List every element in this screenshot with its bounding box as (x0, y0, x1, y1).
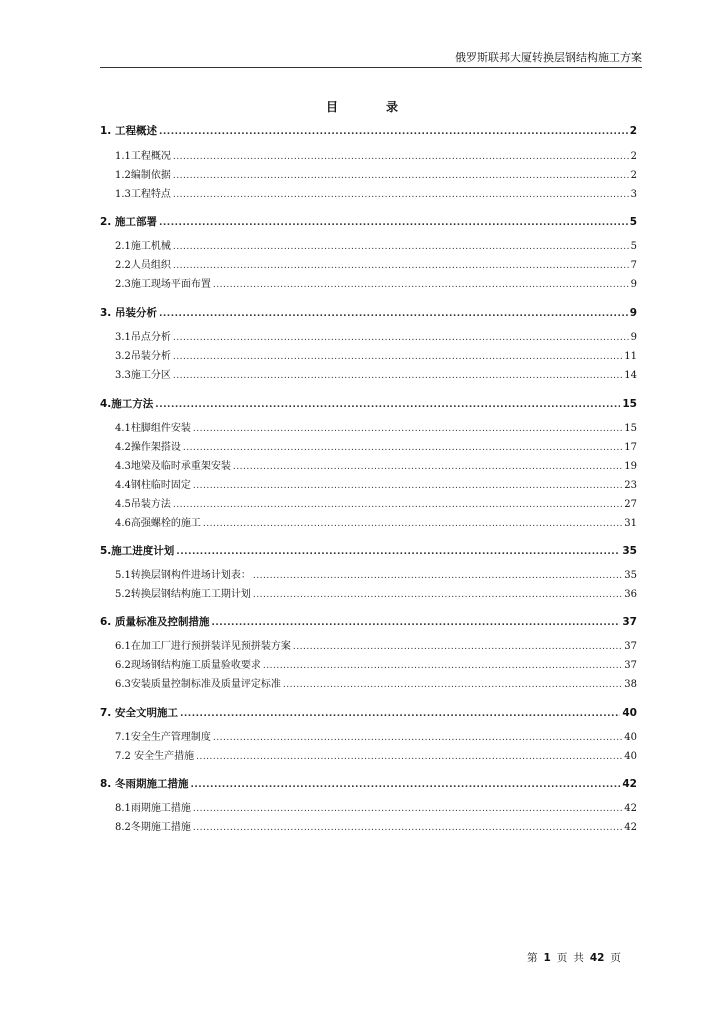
toc-title-right: 录 (386, 100, 399, 114)
toc-entry-page: 37 (624, 641, 637, 652)
toc-entry-page: 35 (624, 570, 637, 581)
toc-section-row[interactable] (115, 350, 637, 364)
toc-chapter-row[interactable] (100, 544, 637, 559)
toc-entry-label: 4.5吊装方法 (115, 499, 171, 510)
toc-section-row[interactable] (115, 422, 637, 436)
toc-entry-page: 37 (624, 660, 637, 671)
toc-entry-label: 7. 安全文明施工 (100, 707, 178, 719)
toc-entry-label: 5.2转换层钢结构施工工期计划 (115, 589, 251, 600)
toc-entry-label: 6.1在加工厂进行预拼装详见预拼装方案 (115, 641, 291, 652)
toc-dot-leader (193, 821, 622, 835)
toc-entry-page: 15 (622, 398, 637, 410)
toc-dot-leader (211, 616, 620, 630)
footer-total-pages: 42 (589, 952, 605, 964)
footer-mid2: 共 (573, 952, 584, 964)
toc-entry-label: 3.3施工分区 (115, 370, 171, 381)
toc-dot-leader (180, 707, 620, 721)
toc-section-row[interactable] (115, 802, 637, 816)
toc-entry-page: 9 (630, 332, 637, 343)
toc-entry-page: 11 (624, 351, 637, 362)
toc-dot-leader (173, 350, 622, 364)
toc-entry-label: 2.3施工现场平面布置 (115, 279, 211, 290)
toc-entry-label: 2. 施工部署 (100, 216, 157, 228)
toc-entry-label: 4.1柱脚组件安装 (115, 423, 191, 434)
toc-entry-page: 19 (624, 461, 637, 472)
toc-entry-label: 4.4钢柱临时固定 (115, 480, 191, 491)
toc-entry-label: 6.2现场钢结构施工质量验收要求 (115, 660, 261, 671)
toc-entry-label: 7.1安全生产管理制度 (115, 732, 211, 743)
toc-dot-leader (176, 545, 620, 559)
toc-entry-label: 1.2编制依据 (115, 170, 171, 181)
toc-entry-label: 4.3地梁及临时承重架安装 (115, 461, 231, 472)
toc-section-row[interactable] (115, 731, 637, 745)
toc-entry-page: 5 (629, 216, 637, 228)
toc-entry-label: 7.2 安全生产措施 (115, 751, 195, 762)
toc-section-row[interactable] (115, 240, 637, 254)
toc-chapter-row[interactable] (100, 215, 637, 230)
toc-dot-leader (193, 802, 622, 816)
toc-chapter-row[interactable] (100, 306, 637, 321)
toc-entry-label: 8.1雨期施工措施 (115, 803, 191, 814)
toc-dot-leader (253, 569, 622, 583)
toc-entry-label: 6. 质量标准及控制措施 (100, 616, 210, 628)
toc-section-row[interactable] (115, 588, 637, 602)
toc-entry-page: 40 (624, 751, 637, 762)
toc-section-row[interactable] (115, 460, 637, 474)
toc-dot-leader (173, 259, 629, 273)
toc-entry-label: 5.施工进度计划 (100, 545, 175, 557)
footer-mid1: 页 (556, 952, 568, 964)
page-footer (527, 950, 627, 965)
toc-section-row[interactable] (115, 750, 637, 764)
toc-section-row[interactable] (115, 188, 637, 202)
toc-dot-leader (159, 125, 628, 139)
toc-entry-page: 38 (624, 679, 637, 690)
toc-title (0, 98, 724, 115)
toc-dot-leader (293, 640, 622, 654)
toc-entry-label: 8.2冬期施工措施 (115, 822, 191, 833)
toc-section-row[interactable] (115, 678, 637, 692)
toc-dot-leader (173, 369, 622, 383)
toc-dot-leader (173, 331, 629, 345)
toc-entry-page: 15 (624, 423, 637, 434)
toc-entry-label: 6.3安装质量控制标准及质量评定标准 (115, 679, 281, 690)
toc-section-row[interactable] (115, 821, 637, 835)
toc-entry-page: 14 (624, 370, 637, 381)
toc-entry-label: 1.1工程概况 (115, 151, 171, 162)
toc-section-row[interactable] (115, 640, 637, 654)
toc-entry-page: 42 (624, 822, 637, 833)
toc-entry-page: 27 (624, 499, 637, 510)
toc-entry-page: 2 (629, 125, 637, 137)
toc-entry-label: 2.1施工机械 (115, 241, 171, 252)
footer-current-page: 1 (543, 952, 551, 964)
toc-section-row[interactable] (115, 169, 637, 183)
toc-dot-leader (213, 278, 629, 292)
toc-dot-leader (213, 731, 622, 745)
toc-section-row[interactable] (115, 278, 637, 292)
toc-entry-label: 4.2操作架搭设 (115, 442, 181, 453)
toc-dot-leader (173, 150, 629, 164)
toc-entry-page: 31 (624, 518, 637, 529)
toc-dot-leader (155, 398, 620, 412)
toc-entry-page: 2 (630, 151, 637, 162)
toc-entry-page: 7 (630, 260, 637, 271)
toc-dot-leader (190, 778, 620, 792)
footer-prefix: 第 (527, 952, 538, 964)
toc-entry-label: 1. 工程概述 (100, 125, 157, 137)
toc-chapter-row[interactable] (100, 397, 637, 412)
toc-dot-leader (183, 441, 622, 455)
toc-entry-page: 40 (624, 732, 637, 743)
toc-entry-page: 35 (622, 545, 637, 557)
toc-entry-page: 36 (624, 589, 637, 600)
toc-dot-leader (233, 460, 622, 474)
toc-entry-page: 9 (629, 307, 637, 319)
toc-entry-page: 37 (622, 616, 637, 628)
toc-entry-page: 9 (630, 279, 637, 290)
toc-section-row[interactable] (115, 150, 637, 164)
toc-entry-label: 3.2吊装分析 (115, 351, 171, 362)
toc-entry-label: 4.6高强螺栓的施工 (115, 518, 201, 529)
toc-entry-label: 3. 吊装分析 (100, 307, 157, 319)
toc-section-row[interactable] (115, 441, 637, 455)
toc-section-row[interactable] (115, 331, 637, 345)
toc-entry-label: 2.2人员组织 (115, 260, 171, 271)
toc-entry-page: 23 (624, 480, 637, 491)
toc-chapter-row[interactable] (100, 706, 637, 721)
toc-dot-leader (253, 588, 622, 602)
toc-title-left: 目 (325, 100, 338, 114)
toc-dot-leader (173, 188, 629, 202)
toc-entry-page: 42 (624, 803, 637, 814)
toc-dot-leader (193, 479, 622, 493)
toc-dot-leader (159, 307, 628, 321)
toc-entry-label: 3.1吊点分析 (115, 332, 171, 343)
toc-dot-leader (159, 216, 628, 230)
toc-entry-label: 5.1转换层钢构件进场计划表： (115, 570, 251, 581)
header-title: 俄罗斯联邦大厦转换层钢结构施工方案 (455, 51, 642, 64)
toc-section-row[interactable] (115, 659, 637, 673)
toc-entry-page: 42 (622, 778, 637, 790)
running-header (100, 50, 642, 68)
toc-section-row[interactable] (115, 259, 637, 273)
toc-section-row[interactable] (115, 569, 637, 583)
footer-suffix: 页 (610, 952, 621, 964)
toc-section-row[interactable] (115, 517, 637, 531)
toc-dot-leader (193, 422, 622, 436)
toc-dot-leader (196, 750, 622, 764)
toc-section-row[interactable] (115, 369, 637, 383)
toc-dot-leader (203, 517, 622, 531)
toc-entry-label: 8. 冬雨期施工措施 (100, 778, 189, 790)
toc-chapter-row[interactable] (100, 124, 637, 139)
toc-dot-leader (173, 240, 629, 254)
toc-entry-page: 17 (624, 442, 637, 453)
toc-entry-page: 2 (630, 170, 637, 181)
toc-dot-leader (173, 169, 629, 183)
toc-section-row[interactable] (115, 479, 637, 493)
toc-chapter-row[interactable] (100, 777, 637, 792)
toc-dot-leader (283, 678, 622, 692)
toc-entry-page: 3 (630, 189, 637, 200)
toc-dot-leader (263, 659, 622, 673)
toc-entry-label: 1.3工程特点 (115, 189, 171, 200)
toc-chapter-row[interactable] (100, 615, 637, 630)
toc-section-row[interactable] (115, 498, 637, 512)
toc-dot-leader (173, 498, 622, 512)
toc-entry-page: 40 (622, 707, 637, 719)
toc-entry-page: 5 (630, 241, 637, 252)
toc-entry-label: 4.施工方法 (100, 398, 154, 410)
